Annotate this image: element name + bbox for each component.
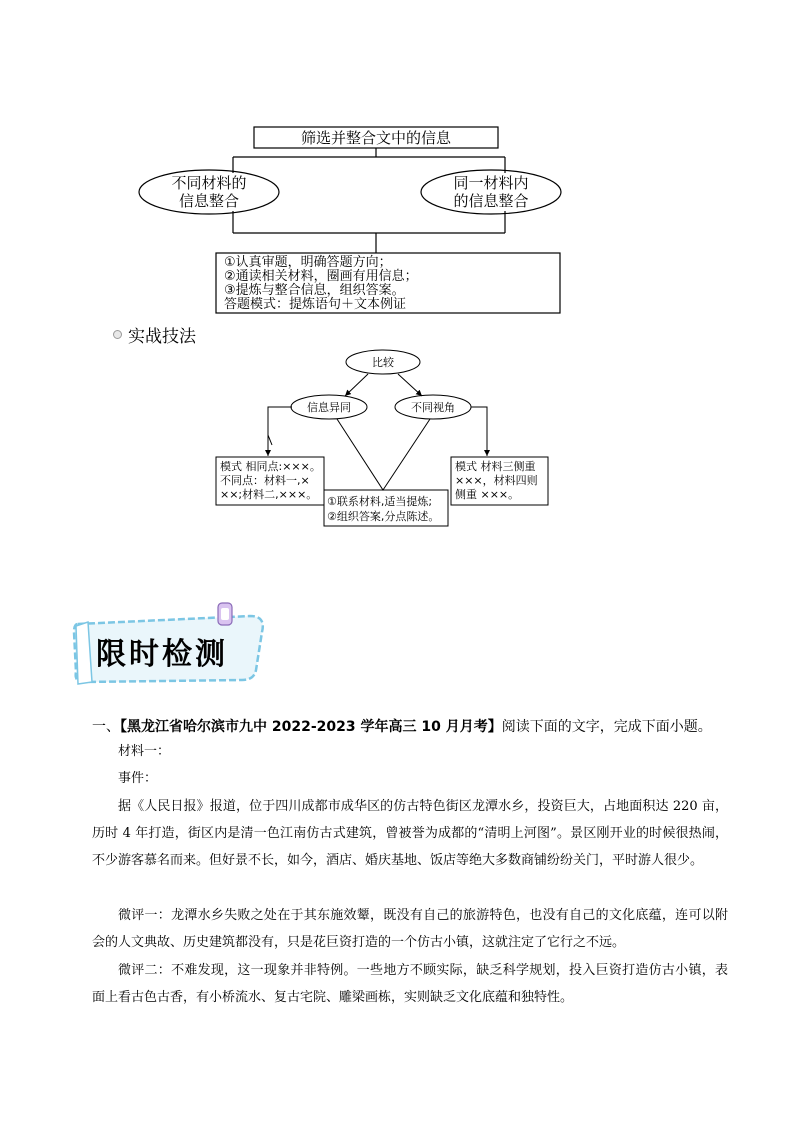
- d1-step1: ①认真审题，明确答题方向；: [224, 255, 392, 270]
- paragraph-2: 微评一：龙潭水乡失败之处在于其东施效颦，既没有自己的旅游特色，也没有自己的文化底蕴，连可以附会的人文典故、历史建筑都没有，只是花巨资打造的一个仿古小镇，这就注定了它行之不远。: [92, 908, 728, 950]
- info-integration-diagram: [0, 0, 794, 330]
- d2-top-text: 比较: [372, 356, 394, 369]
- question-number: 一、: [92, 719, 120, 735]
- subheading: 实战技法: [128, 327, 196, 347]
- d1-right-line2: 的信息整合: [453, 192, 529, 210]
- section-title: 限时检测: [96, 637, 228, 672]
- d1-top-text: 筛选并整合文中的信息: [300, 129, 452, 147]
- d1-step4: 答题模式：提炼语句＋文本例证: [224, 297, 407, 312]
- question-source: 【黑龙江省哈尔滨市九中 2022-2023 学年高三 10 月月考】: [120, 719, 502, 735]
- comparison-diagram: [0, 340, 794, 540]
- d2-left-box-line2: 不同点：材料一,×: [220, 474, 310, 487]
- material-label: 材料一：: [118, 744, 171, 759]
- paragraph-3: 微评二：不难发现，这一现象并非特例。一些地方不顾实际，缺乏科学规划，投入巨资打造仿古小镇，表面上看古色古香，有小桥流水、复古宅院、雕梁画栋，实则缺乏文化底蕴和独特性。: [92, 963, 728, 1005]
- d2-right-box-line3: 侧重 ×××。: [455, 488, 520, 501]
- d2-left-text: 信息异同: [307, 401, 351, 414]
- question-heading: [92, 716, 712, 736]
- d2-left-box-line3: ××;材料二,×××。: [220, 488, 318, 501]
- bullet-icon: [113, 330, 122, 339]
- d1-step2: ②通读相关材料，圈画有用信息；: [224, 269, 418, 284]
- d2-right-box-line1: 模式 材料三侧重: [455, 460, 536, 473]
- paragraph-1: 据《人民日报》报道，位于四川成都市成华区的仿古特色街区龙潭水乡，投资巨大，占地面积达 220 亩，历时 4 年打造，街区内是清一色江南仿古式建筑，曾被誉为成都的“清明上河图”。景区刚开业的时候很热闹，不少游客慕名而来。但好景不长，如今，酒店、婚庆基地、饭店等绝大多数商铺纷纷关门，平时游人很少。: [92, 799, 728, 868]
- d2-right-text: 不同视角: [411, 401, 455, 414]
- d2-right-box-line2: ×××，材料四则: [455, 474, 538, 487]
- d1-left-line1: 不同材料的: [171, 174, 247, 192]
- event-label: 事件：: [118, 771, 158, 786]
- question-instruction: 阅读下面的文字，完成下面小题。: [501, 719, 712, 735]
- d2-center-box-line2: ②组织答案,分点陈述。: [327, 510, 440, 523]
- d1-left-line2: 信息整合: [178, 192, 240, 210]
- d1-right-line1: 同一材料内: [453, 174, 529, 192]
- d2-center-box-line1: ①联系材料,适当提炼;: [327, 495, 433, 508]
- d2-left-box-line1: 模式 相同点:×××。: [220, 460, 321, 473]
- d1-step3: ③提炼与整合信息，组织答案。: [224, 283, 405, 298]
